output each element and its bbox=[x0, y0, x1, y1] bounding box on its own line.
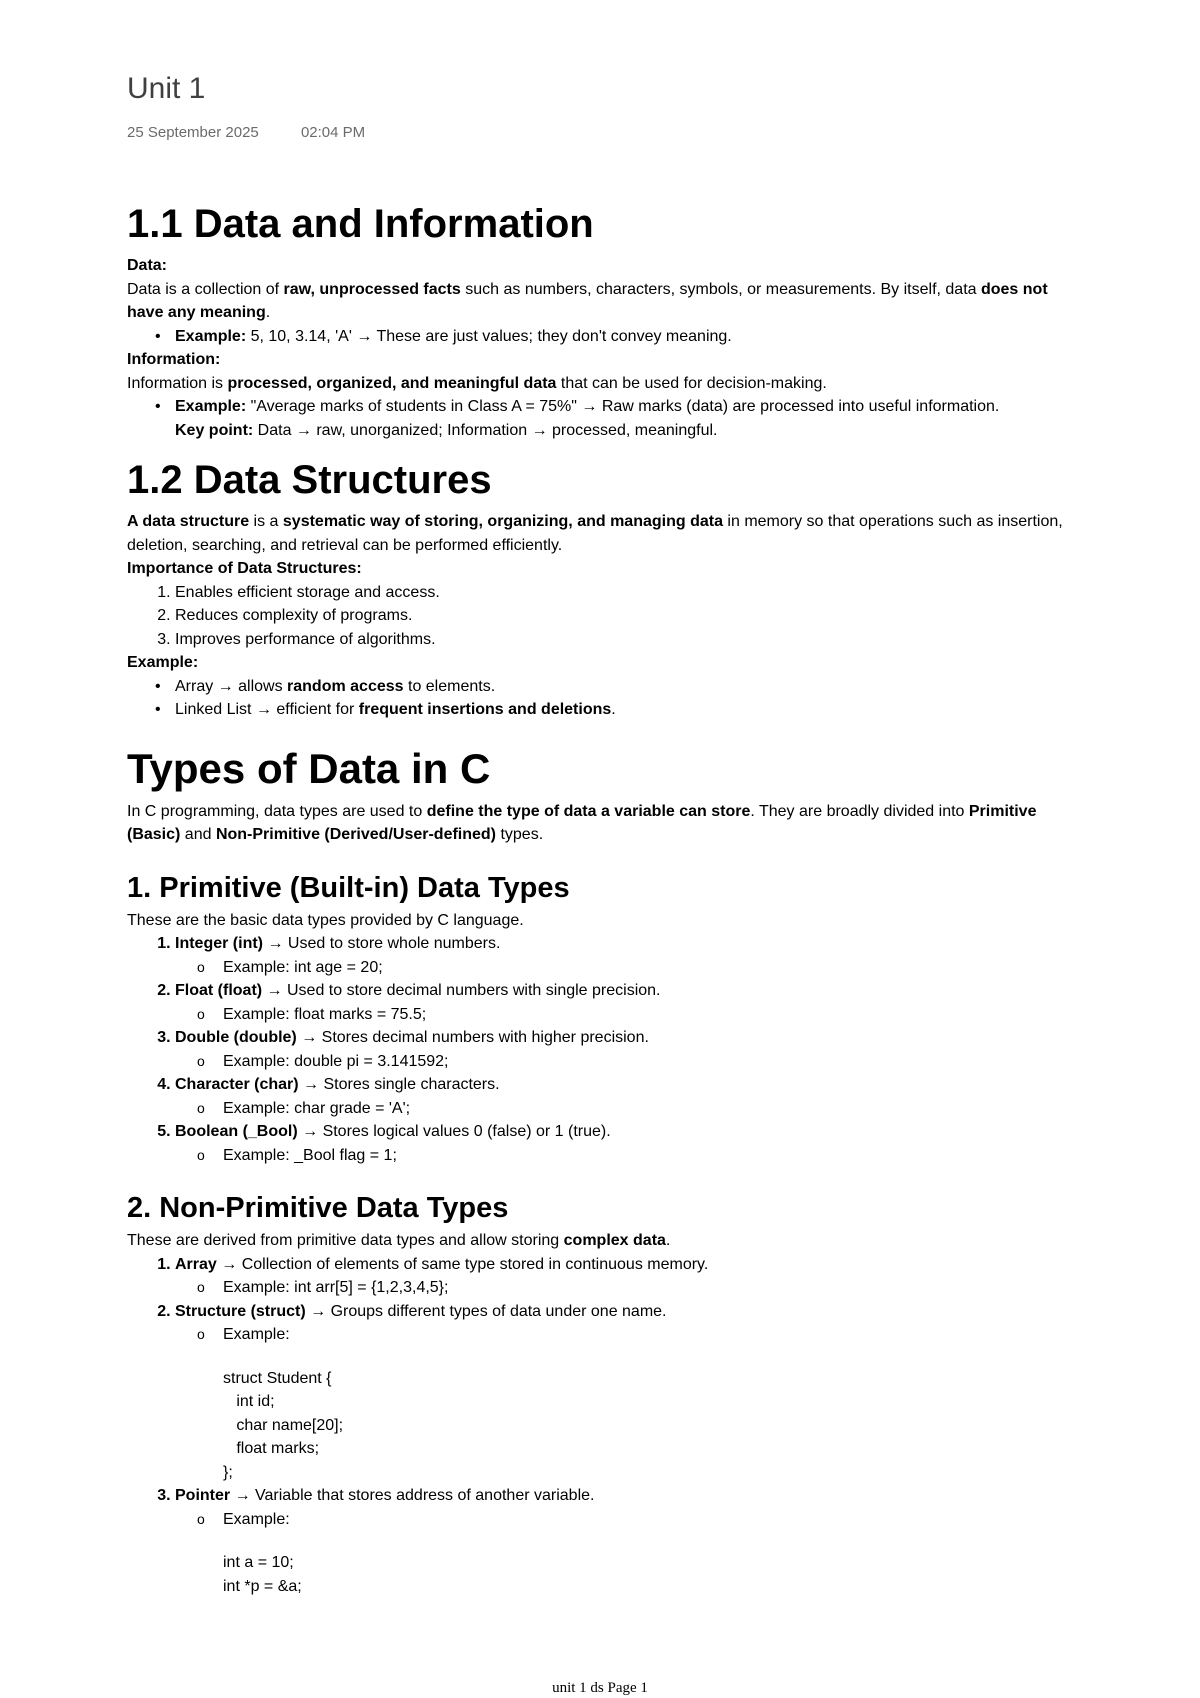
list-item: 3. Double (double) → Stores decimal numbers with higher precision. o Example: double pi = 3.141592; bbox=[175, 1026, 1087, 1073]
list-item: o Example: char grade = 'A'; bbox=[223, 1097, 1087, 1121]
section-data-information bbox=[127, 200, 1087, 442]
list-item: 3. Pointer → Variable that stores address of another variable. o Example: int a = 10; int *p = &a; bbox=[175, 1484, 1087, 1598]
list-item: 1. Enables efficient storage and access. bbox=[175, 581, 1087, 605]
list-item: 2. Float (float) → Used to store decimal numbers with single precision. o Example: float marks = 75.5; bbox=[175, 979, 1087, 1026]
page-date: 25 September 2025 bbox=[127, 124, 259, 141]
list-item: o Example: int arr[5] = {1,2,3,4,5}; bbox=[223, 1276, 1087, 1300]
page-time: 02:04 PM bbox=[300, 124, 366, 141]
heading-non-primitive-types: 2. Non-Primitive Data Types bbox=[127, 1192, 509, 1224]
heading-types-of-data: Types of Data in C bbox=[127, 744, 491, 792]
list-item: o Example: int a = 10; int *p = &a; bbox=[223, 1508, 1087, 1599]
data-label: Data: bbox=[127, 257, 168, 274]
page-footer: unit 1 ds Page 1 bbox=[552, 1680, 648, 1696]
importance-label: Importance of Data Structures: bbox=[127, 560, 362, 577]
example-label: Example: bbox=[127, 654, 199, 671]
information-label: Information: bbox=[127, 351, 221, 368]
section-types-of-data bbox=[127, 744, 1087, 847]
list-item: o Example: double pi = 3.141592; bbox=[223, 1050, 1087, 1074]
list-item: • Linked List → efficient for frequent insertions and deletions. bbox=[175, 698, 1087, 722]
data-example: • Example: 5, 10, 3.14, 'A' → These are just values; they don't convey meaning. bbox=[175, 325, 1087, 349]
list-item: 2. Structure (struct) → Groups different types of data under one name. o Example: struct Student { int id; char name[20]; float marks; }; bbox=[175, 1300, 1087, 1485]
list-item: o Example: int age = 20; bbox=[223, 956, 1087, 980]
non-primitive-intro: These are derived from primitive data types and allow storing complex data. bbox=[127, 1232, 671, 1249]
heading-data-information: 1.1 Data and Information bbox=[127, 202, 594, 246]
heading-data-structures: 1.2 Data Structures bbox=[127, 458, 492, 502]
data-definition: Data is a collection of raw, unprocessed facts such as numbers, characters, symbols, or measurements. By itself, data does not have any meaning. bbox=[127, 280, 1048, 321]
list-item: 5. Boolean (_Bool) → Stores logical values 0 (false) or 1 (true). o Example: _Bool flag = 1; bbox=[175, 1120, 1087, 1167]
list-item: 4. Character (char) → Stores single characters. o Example: char grade = 'A'; bbox=[175, 1073, 1087, 1120]
data-structure-definition: A data structure is a systematic way of storing, organizing, and managing data in memory so that operations such as insertion, deletion, searching, and retrieval can be performed efficiently. bbox=[127, 513, 1063, 554]
list-item: o Example: struct Student { int id; char name[20]; float marks; }; bbox=[223, 1323, 1087, 1484]
information-definition: Information is processed, organized, and meaningful data that can be used for decision-making. bbox=[127, 374, 827, 392]
struct-code-block: struct Student { int id; char name[20]; float marks; }; bbox=[223, 1369, 344, 1481]
list-item: o Example: _Bool flag = 1; bbox=[223, 1144, 1087, 1168]
section-primitive-types bbox=[127, 869, 1087, 1168]
page-meta bbox=[127, 124, 365, 141]
information-example: • Example: "Average marks of students in Class A = 75%" → Raw marks (data) are processed into useful information. Key point: Data → raw, unorganized; Information → processed, meaningful. bbox=[175, 395, 1087, 442]
page-title: Unit 1 bbox=[127, 72, 206, 105]
list-item: 2. Reduces complexity of programs. bbox=[175, 604, 1087, 628]
primitive-intro: These are the basic data types provided by C language. bbox=[127, 911, 524, 929]
heading-primitive-types: 1. Primitive (Built-in) Data Types bbox=[127, 871, 570, 904]
list-item: 1. Integer (int) → Used to store whole numbers. o Example: int age = 20; bbox=[175, 932, 1087, 979]
list-item: 3. Improves performance of algorithms. bbox=[175, 628, 1087, 652]
list-item: o Example: float marks = 75.5; bbox=[223, 1003, 1087, 1027]
section-non-primitive-types bbox=[127, 1189, 1087, 1598]
list-item: • Array → allows random access to elements. bbox=[175, 675, 1087, 699]
pointer-code-block: int a = 10; int *p = &a; bbox=[223, 1554, 302, 1595]
types-intro: In C programming, data types are used to define the type of data a variable can store. They are broadly divided into Primitive (Basic) and Non-Primitive (Derived/User-defined) types. bbox=[127, 802, 1037, 843]
section-data-structures bbox=[127, 456, 1087, 722]
page-content bbox=[127, 200, 1087, 1612]
list-item: 1. Array → Collection of elements of same type stored in continuous memory. o Example: int arr[5] = {1,2,3,4,5}; bbox=[175, 1253, 1087, 1300]
